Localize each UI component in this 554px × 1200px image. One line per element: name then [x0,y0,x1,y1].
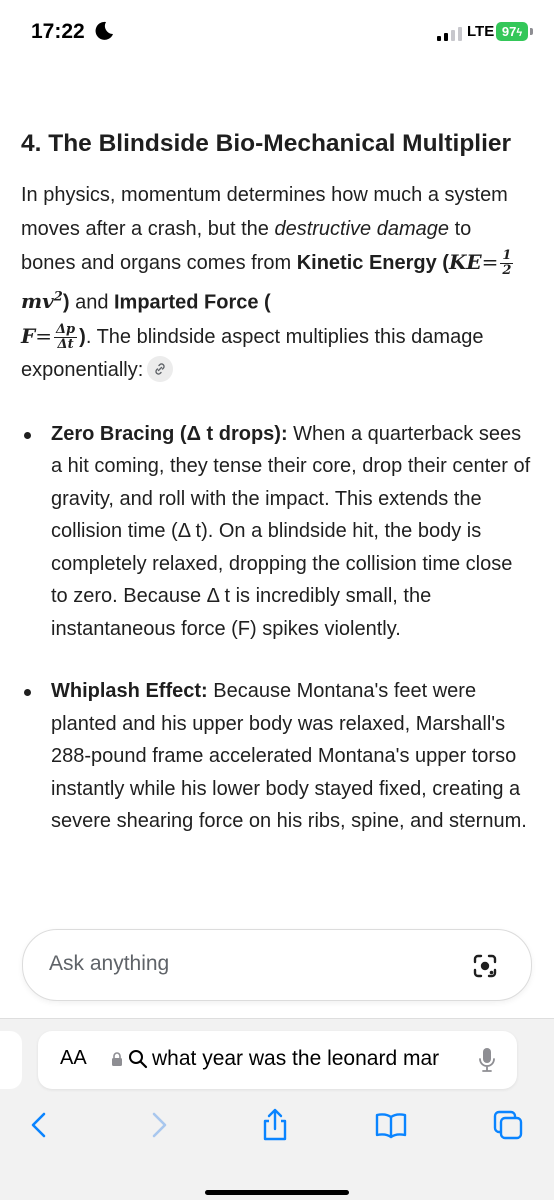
ke-close-paren: ) [62,291,70,314]
intro-text-1: In physics, momentum determines how much a system moves after a crash, but the [21,184,508,240]
intro-text-3: . The blindside aspect multiplies this damage exponentially: [21,325,484,382]
google-lens-icon[interactable] [471,952,499,980]
search-icon [128,1049,148,1069]
bullet-text: Because Montana's feet were planted and his upper body was relaxed, Marshall's 288-pound frame accelerated Montana's upper torso instantly while his lower body stayed fixed, creating a severe shearing force on his ribs, spine, and sternum. [51,680,527,833]
charging-bolt-icon: ϟ [516,27,523,39]
home-indicator [205,1190,349,1195]
bullet-list [21,418,531,838]
intro-text-2: to bones and organs comes from [21,217,472,274]
intro-and: and [69,291,114,314]
battery-indicator [496,22,528,41]
bullet-text: When a quarterback sees a hit coming, they tense their core, drop their center of gravity, and roll with the impact. This extends the collision time (Δ t). On a blindside hit, the body is completely relaxed, dropping the collision time close to zero. Because Δ t is incredibly small, the instantaneous force (F) spikes violently. [51,422,531,640]
mv-term: mv [21,289,54,314]
back-icon[interactable] [22,1107,58,1143]
fraction-numerator: 1 [502,248,512,263]
article-content [21,125,531,868]
cellular-signal-icon [437,27,463,41]
clock: 17:22 [31,20,85,43]
force-equals: = [35,323,52,348]
browser-toolbar-area [0,1018,554,1200]
force-symbol: F [21,323,36,348]
page-settings-button[interactable]: AA [60,1047,87,1069]
previous-tab-preview[interactable] [0,1031,22,1089]
tabs-icon[interactable] [490,1107,526,1143]
address-bar[interactable] [38,1031,517,1089]
list-item [21,418,531,646]
bullet-dot [24,432,31,439]
ask-anything-input[interactable] [22,929,532,1001]
fraction-denominator: Δt [57,336,74,352]
link-icon [153,362,167,376]
section-heading: 4. The Blindside Bio-Mechanical Multiplier [21,130,512,157]
ke-symbol: KE [448,250,482,274]
kinetic-energy-label: Kinetic Energy ( [296,252,449,274]
delta-fraction [54,323,77,352]
force-formula [21,321,79,352]
bullet-title: Whiplash Effect: [51,680,208,703]
ask-placeholder: Ask anything [49,952,170,975]
imparted-force-label: Imparted Force ( [114,291,271,314]
microphone-icon[interactable] [478,1047,496,1073]
intro-paragraph [21,179,531,388]
network-type: LTE [467,23,495,40]
moon-icon [93,20,115,42]
intro-emphasis: destructive damage [274,217,450,240]
battery-level: 97 [501,24,517,39]
battery-nub [530,28,533,35]
status-bar [0,0,554,64]
forward-icon[interactable] [140,1107,176,1143]
one-half-fraction [500,249,513,278]
bullet-title: Zero Bracing (Δ t drops): [51,422,288,445]
fraction-numerator: Δp [55,321,76,337]
ke-equals: = [481,250,499,274]
force-close-paren: ) [79,325,86,348]
share-icon[interactable] [257,1107,293,1143]
source-link-button[interactable] [147,356,173,382]
url-text: what year was the leonard mar [152,1047,440,1070]
bookmarks-icon[interactable] [373,1107,409,1143]
bullet-dot [24,689,31,696]
lock-icon [111,1051,123,1067]
squared-exponent: 2 [53,289,63,305]
list-item [21,675,531,838]
fraction-denominator: 2 [502,263,512,278]
